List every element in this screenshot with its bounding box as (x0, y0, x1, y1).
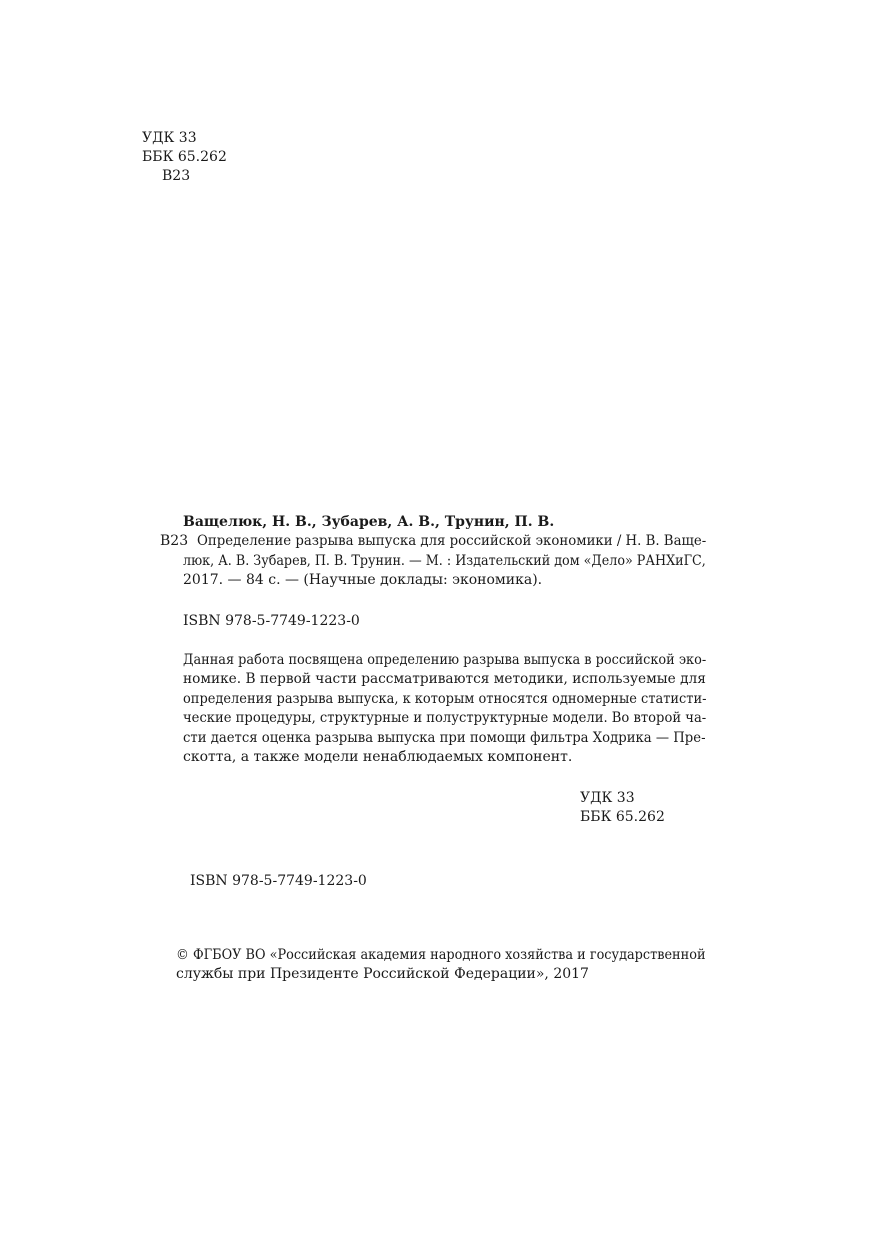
abstract-line: сти дается оценка разрыва выпуска при помощи фильтра Ходрика — Пре- (183, 730, 706, 746)
entry-author-mark: В23 (160, 533, 189, 549)
top-udk-code: УДК 33 (142, 130, 197, 146)
abstract-line: Данная работа посвящена определению разрыва выпуска в российской эко- (183, 652, 707, 668)
entry-isbn: ISBN 978-5-7749-1223-0 (183, 613, 360, 629)
copyright-line: службы при Президенте Российской Федерации», 2017 (176, 966, 589, 982)
entry-description-line: люк, А. В. Зубарев, П. В. Трунин. — М. : Издательский дом «Дело» РАНХиГС, (183, 553, 706, 569)
copyright-line: © ФГБОУ ВО «Российская академия народного хозяйства и государственной (176, 947, 706, 963)
top-bbk-code: ББК 65.262 (142, 149, 227, 165)
entry-description-line: 2017. — 84 с. — (Научные доклады: экономика). (183, 572, 543, 588)
standalone-isbn: ISBN 978-5-7749-1223-0 (190, 873, 367, 889)
entry-description-line: Определение разрыва выпуска для российской экономики / Н. В. Ваще- (197, 533, 707, 549)
abstract-line: определения разрыва выпуска, к которым относятся одномерные статисти- (183, 691, 707, 707)
abstract-line: ческие процедуры, структурные и полуструктурные модели. Во второй ча- (183, 710, 707, 726)
top-author-mark: В23 (162, 168, 191, 184)
abstract-line: номике. В первой части рассматриваются методики, используемые для (183, 671, 706, 687)
abstract-line: скотта, а также модели ненаблюдаемых компонент. (183, 749, 573, 765)
entry-bbk-code: ББК 65.262 (580, 809, 665, 825)
entry-authors: Ващелюк, Н. В., Зубарев, А. В., Трунин, П. В. (183, 514, 555, 530)
entry-udk-code: УДК 33 (580, 790, 635, 806)
